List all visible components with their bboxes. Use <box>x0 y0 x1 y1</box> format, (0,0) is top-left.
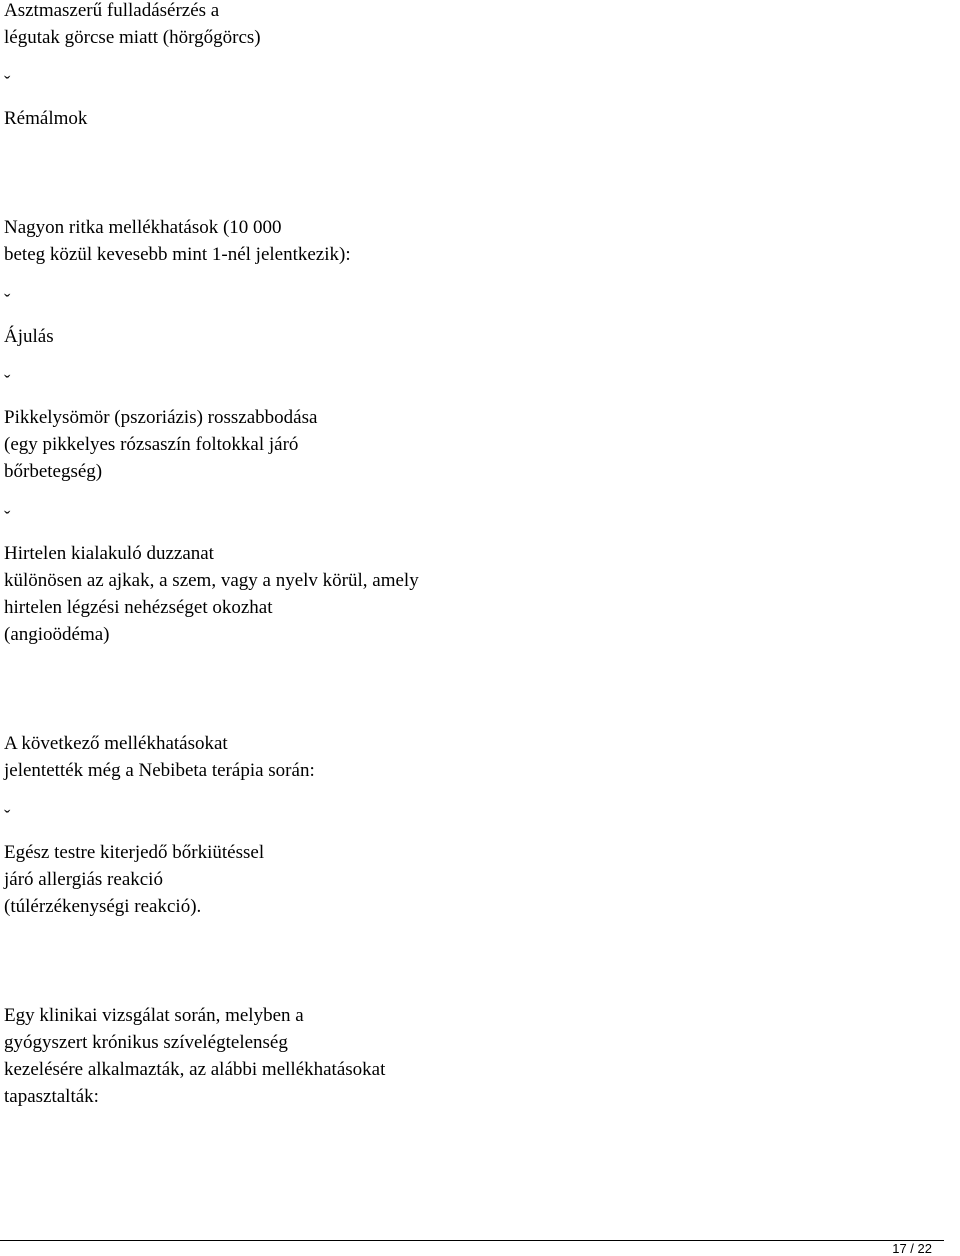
section-heading-line: kezelésére alkalmazták, az alábbi mellékhatásokat <box>4 1059 386 1080</box>
bullet-mark: ˇ <box>4 291 11 312</box>
text-line: Ájulás <box>4 326 54 347</box>
page-number: 17 / 22 <box>892 1241 932 1256</box>
bullet-mark: ˇ <box>4 508 11 529</box>
section-heading-line: Nagyon ritka mellékhatások (10 000 <box>4 217 282 238</box>
bullet-mark: ˇ <box>4 807 11 828</box>
text-line: Hirtelen kialakuló duzzanat <box>4 543 214 564</box>
text-line: hirtelen légzési nehézséget okozhat <box>4 597 273 618</box>
text-line: (egy pikkelyes rózsaszín foltokkal járó <box>4 434 299 455</box>
text-line: Pikkelysömör (pszoriázis) rosszabbodása <box>4 407 318 428</box>
text-line: (angioödéma) <box>4 624 110 645</box>
section-heading-line: jelentették még a Nebibeta terápia során: <box>4 760 315 781</box>
text-line: légutak görcse miatt (hörgőgörcs) <box>4 27 261 48</box>
footer-divider <box>0 1240 944 1241</box>
section-heading-line: tapasztalták: <box>4 1086 99 1107</box>
bullet-mark: ˇ <box>4 372 11 393</box>
section-heading-line: A következő mellékhatásokat <box>4 733 228 754</box>
text-line: járó allergiás reakció <box>4 869 163 890</box>
bullet-mark: ˇ <box>4 73 11 94</box>
section-heading-line: beteg közül kevesebb mint 1-nél jelentkezik): <box>4 244 351 265</box>
section-heading-line: gyógyszert krónikus szívelégtelenség <box>4 1032 288 1053</box>
text-line: Egész testre kiterjedő bőrkiütéssel <box>4 842 265 863</box>
text-line: Asztmaszerű fulladásérzés a <box>4 0 220 21</box>
text-line: különösen az ajkak, a szem, vagy a nyelv körül, amely <box>4 570 419 591</box>
text-line: bőrbetegség) <box>4 461 103 482</box>
section-heading-line: Egy klinikai vizsgálat során, melyben a <box>4 1005 304 1026</box>
text-line: Rémálmok <box>4 108 88 129</box>
text-line: (túlérzékenységi reakció). <box>4 896 202 917</box>
